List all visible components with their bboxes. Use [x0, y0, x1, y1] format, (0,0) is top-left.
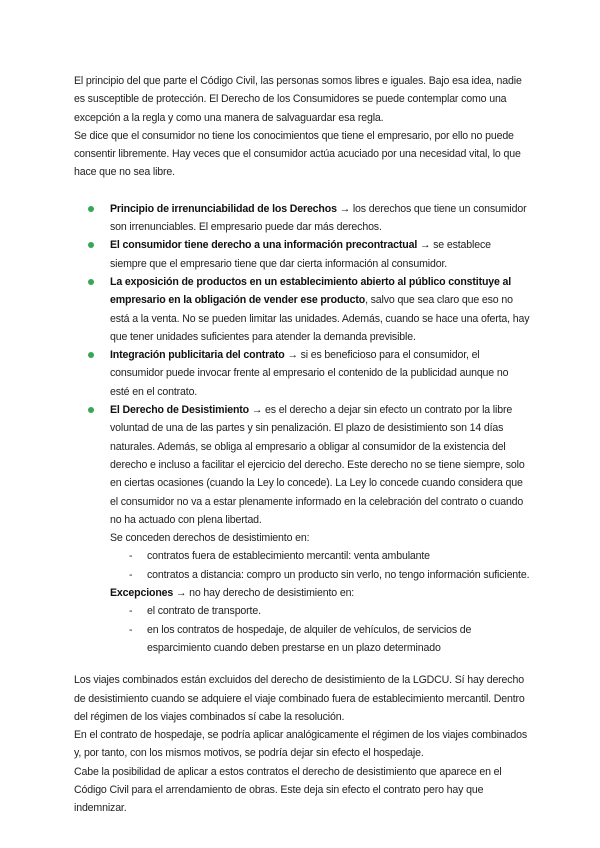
list-item-text: → es el derecho a dejar sin efecto un contrato por la libre voluntad de una de las partes y sin penalización. El plazo de desistimiento son 14 días naturales. Además, se obliga al empresario a obligar al consumidor de la existencia del derecho e incluso a facilitar el ejercicio del derecho. Este derecho no se tiene siempre, solo en ciertas ocasiones (cuando la Ley lo concede). La Ley lo concede cuando considera que el consumidor no va a estar plenamente informado en la celebración del contrato o cuando no ha actuado con plena libertad. — [110, 404, 525, 526]
conceden-list — [110, 547, 530, 584]
list-item — [74, 236, 530, 273]
excepciones-line — [110, 584, 530, 602]
list-item-text: → los derechos que tiene un consumidor son irrenunciables. El empresario puede dar más derechos. — [110, 202, 527, 234]
list-item-text: → se establece siempre que el empresario tiene que dar cierta información al consumidor. — [110, 239, 491, 270]
bullet-dot-icon — [88, 407, 94, 413]
rights-list — [74, 200, 530, 657]
dash-marker: - — [129, 605, 133, 618]
bullet-dot-icon — [88, 242, 94, 248]
closing-paragraph-3: Cabe la posibilidad de aplicar a estos contratos el derecho de desistimiento que aparece en el Código Civil para el arrendamiento de obras. Este deja sin efecto el contrato pero hay que indemnizar. — [74, 765, 502, 815]
sub-list-item — [110, 621, 530, 658]
excepciones-title: Excepciones — [110, 587, 174, 600]
bullet-dot-icon — [88, 279, 94, 285]
list-item — [74, 273, 530, 346]
sub-list-text: contratos a distancia: compro un producto sin verlo, no tengo información suficiente. — [147, 568, 530, 581]
sub-list-item — [110, 566, 530, 584]
closing-paragraph-2: En el contrato de hospedaje, se podría aplicar analógicamente el régimen de los viajes combinados y, por tanto, con los mismos motivos, se podría dejar sin efecto el hospedaje. — [74, 729, 528, 760]
bullet-dot-icon — [88, 206, 94, 212]
dash-marker: - — [129, 623, 133, 636]
list-item-text: → si es beneficioso para el consumidor, el consumidor puede invocar frente al empresario el contenido de la publicidad aunque no esté en el contrato. — [110, 349, 509, 398]
sub-list-text: en los contratos de hospedaje, de alquiler de vehículos, de servicios de esparcimiento cuando deben prestarse en un plazo determinado — [147, 623, 472, 654]
list-item-title: Principio de irrenunciabilidad de los Derechos — [110, 202, 337, 215]
excepciones-list — [110, 602, 530, 657]
conceden-label: Se conceden derechos de desistimiento en: — [110, 532, 310, 545]
dash-marker: - — [129, 568, 133, 581]
list-item — [74, 200, 530, 237]
intro-paragraph-2: Se dice que el consumidor no tiene los conocimientos que tiene el empresario, por ello no puede consentir libremente. Hay veces que el consumidor actúa acuciado por una necesidad vital, lo que hace que no sea libre. — [74, 129, 521, 179]
list-item-title: El Derecho de Desistimiento — [110, 404, 250, 417]
dash-marker: - — [129, 550, 133, 563]
excepciones-text: → no hay derecho de desistimiento en: — [173, 587, 355, 600]
closing-paragraph-1: Los viajes combinados están excluidos del derecho de desistimiento de la LGDCU. Sí hay derecho de desistimiento cuando se adquiere el viaje combinado fuera de establecimiento mercantil. Dentro del régimen de los viajes combinados sí cabe la resolución. — [74, 674, 525, 723]
list-item-title: La exposición de productos en un establecimiento abierto al público constituye al empresario en la obligación de vender ese producto — [110, 275, 512, 307]
list-item-text: , salvo que sea claro que eso no está a la venta. No se pueden limitar las unidades. Además, cuando se hace una oferta, hay que tener unidades suficientes para atender la demanda previsible. — [110, 294, 530, 343]
sub-list-text: contratos fuera de establecimiento mercantil: venta ambulante — [147, 550, 430, 563]
list-item-desistimiento — [74, 401, 530, 657]
sub-list-item — [110, 547, 530, 565]
list-item — [74, 346, 530, 401]
list-item-title: El consumidor tiene derecho a una información precontractual — [110, 239, 418, 252]
bullet-dot-icon — [88, 352, 94, 358]
intro-paragraph-1: El principio del que parte el Código Civil, las personas somos libres e iguales. Bajo esa idea, nadie es susceptible de protección. El Derecho de los Consumidores se puede contemplar como una excepción a la regla y como una manera de salvaguardar esa regla. — [74, 75, 522, 124]
sub-list-item — [110, 602, 530, 620]
document-body — [74, 72, 530, 818]
list-item-title: Integración publicitaria del contrato — [110, 349, 285, 362]
sub-list-text: el contrato de transporte. — [147, 605, 261, 618]
